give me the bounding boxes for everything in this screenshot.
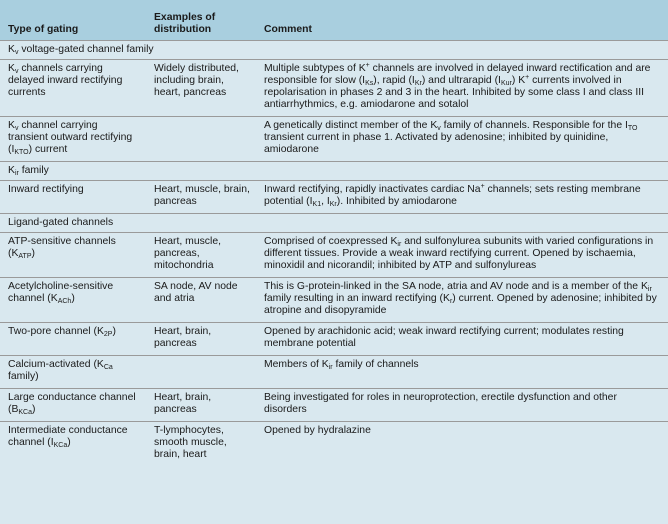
table-row	[0, 181, 668, 214]
section-header-row	[0, 214, 668, 233]
section-title: $K_v$ voltage-gated channel family	[8, 44, 154, 56]
cell-distribution: Heart, muscle, pancreas, mitochondria	[154, 236, 221, 271]
cell-gating-type: $K_v$ channel carrying transient outward rectifying $(I_{KTO})$ current	[8, 120, 133, 156]
cell-distribution: Heart, brain, pancreas	[154, 326, 212, 349]
table-row	[0, 356, 668, 389]
section-header-row	[0, 162, 668, 181]
cell-comment: Members of $K_{ir}$ family of channels	[264, 359, 419, 371]
section-header-row	[0, 41, 668, 60]
cell-distribution: Heart, muscle, brain, pancreas	[154, 184, 250, 207]
cell-distribution: T-lymphocytes, smooth muscle, brain, heart	[154, 425, 227, 460]
table-row	[0, 233, 668, 278]
cell-distribution: SA node, AV node and atria	[154, 281, 238, 304]
table-row	[0, 389, 668, 422]
cell-gating-type: Intermediate conductance channel $(I_{KCa})$	[8, 425, 128, 449]
cell-gating-type: Large conductance channel $(B_{KCa})$	[8, 392, 136, 416]
cell-distribution: Widely distributed, including brain, heart, pancreas	[154, 63, 239, 98]
cell-comment: Multiple subtypes of K+ channels are involved in delayed inward rectification and are responsible for slow $(I_{Ks})$, rapid $(I_{Kr})$ and ultrarapid $(I_{Kur})$ K+ currents involved in repolarisation in phases 2 and 3 in the heart. Inhibited by some class I and class III antiarrhythmics, e.g. amiodarone and sotalol	[264, 62, 651, 110]
cell-comment: Opened by hydralazine	[264, 425, 371, 436]
cell-comment: A genetically distinct member of the $K_v$ family of channels. Responsible for the $I_{TO}$ transient current in phase 1. Activated by adenosine; inhibited by quinidine, amiodarone	[264, 120, 638, 155]
table-body	[0, 41, 668, 467]
table-row	[0, 117, 668, 162]
cell-gating-type: Two-pore channel $(K_{2P})$	[8, 326, 116, 338]
cell-gating-type: Acetylcholine-sensitive channel $(K_{ACh})$	[8, 281, 114, 305]
cell-gating-type: Inward rectifying	[8, 184, 84, 195]
table-row	[0, 60, 668, 117]
cell-comment: Opened by arachidonic acid; weak inward rectifying current; modulates resting membrane potential	[264, 326, 624, 349]
cell-distribution	[146, 356, 256, 389]
cell-gating-type: Calcium-activated ($K_{Ca}$ family)	[8, 359, 113, 382]
section-title: Ligand-gated channels	[8, 217, 114, 228]
header-comment: Comment	[256, 0, 668, 41]
header-examples-of-distribution: Examples of distribution	[146, 0, 256, 41]
cell-distribution: Heart, brain, pancreas	[154, 392, 212, 415]
table-row	[0, 323, 668, 356]
table-row	[0, 278, 668, 323]
cell-gating-type: ATP-sensitive channels $(K_{ATP})$	[8, 236, 116, 260]
cell-comment: This is G-protein-linked in the SA node, atria and AV node and is a member of the $K_{ir}$ family resulting in an inward rectifying $(K_r)$ current. Opened by adenosine; inhibited by atropine and disopyramide	[264, 281, 657, 316]
header-type-of-gating: Type of gating	[0, 0, 146, 41]
table-row	[0, 422, 668, 467]
cell-gating-type: $K_v$ channels carrying delayed inward rectifying currents	[8, 63, 123, 98]
section-title: $K_{ir}$ family	[8, 165, 49, 177]
cell-comment: Being investigated for roles in neuroprotection, erectile dysfunction and other disorders	[264, 392, 617, 415]
table-header-row	[0, 0, 668, 41]
cell-distribution	[146, 117, 256, 162]
cell-comment: Comprised of coexpressed $K_{ir}$ and sulfonylurea subunits with varied configurations in different tissues. Provide a weak inward rectifying current. Opened by ischaemia, minoxidil and nicorandil; inhibited by ATP and sulfonylureas	[264, 236, 654, 271]
cell-comment: Inward rectifying, rapidly inactivates cardiac Na+ channels; sets resting membrane potential ($I_{K1}$, $I_{Kr}$). Inhibited by amiodarone	[264, 183, 641, 208]
